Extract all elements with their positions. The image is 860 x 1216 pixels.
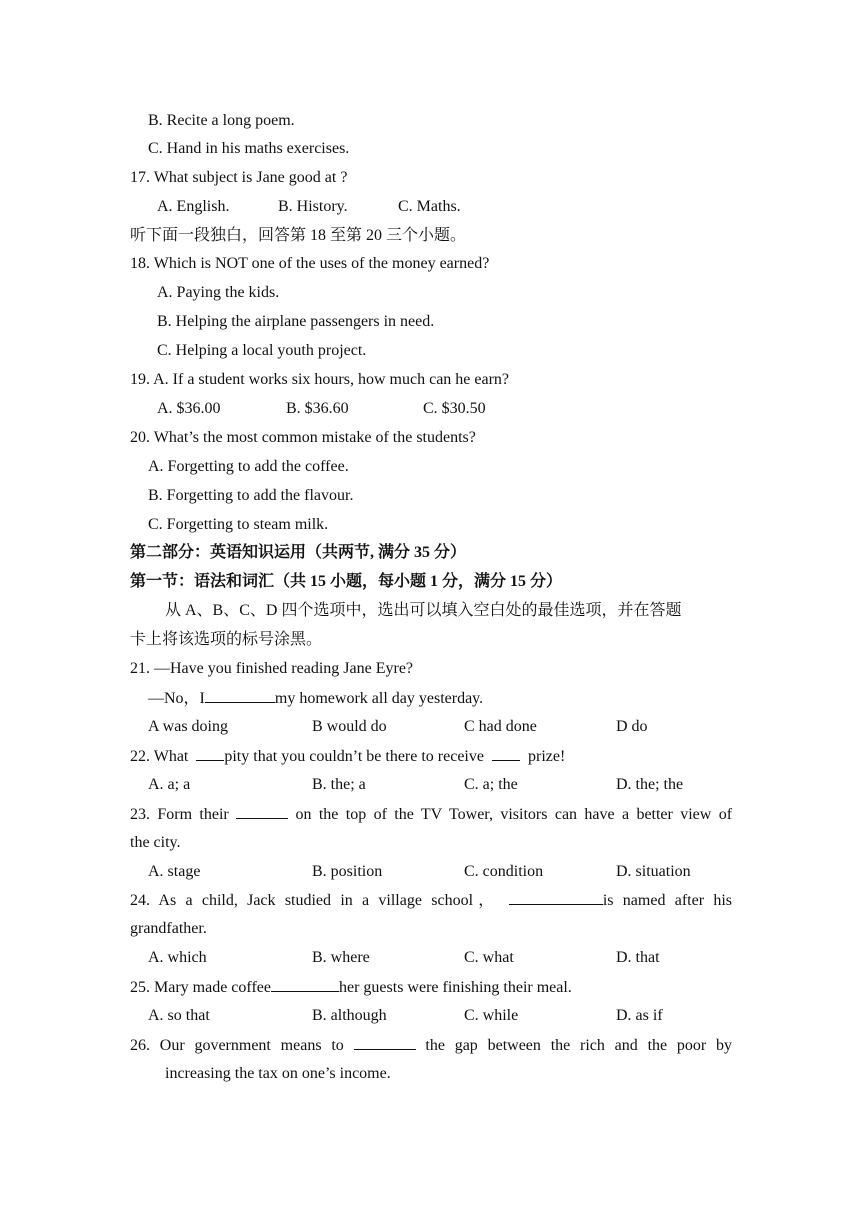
answer-blank: [492, 746, 520, 761]
q21-line2: [148, 688, 483, 709]
q17-option-a: A. English.: [157, 198, 230, 215]
q19-stem: 19. A. If a student works six hours, how much can he earn?: [130, 371, 510, 388]
q23-pre: 23. Form their: [130, 806, 229, 823]
answer-blank: [205, 688, 275, 703]
q23-line2: the city.: [130, 834, 181, 851]
listening-instruction: 听下面一段独白，回答第 18 至第 20 三个小题。: [130, 227, 467, 244]
q20-option-a: A. Forgetting to add the coffee.: [148, 458, 349, 475]
q22-pre: 22. What: [130, 748, 189, 765]
answer-blank: [196, 746, 224, 761]
q24-post: is named after his: [602, 892, 732, 909]
q26-stem: [130, 1035, 732, 1056]
part2-heading: 第二部分：英语知识运用（共两节, 满分 35 分）: [130, 544, 467, 561]
q25-option-c: C. while: [464, 1007, 519, 1024]
q16-option-c: C. Hand in his maths exercises.: [148, 140, 350, 157]
q17-stem: 17. What subject is Jane good at ?: [130, 169, 348, 186]
q17-option-c: C. Maths.: [398, 198, 461, 215]
q21-option-b: B would do: [312, 718, 387, 735]
q22-option-b: B. the; a: [312, 776, 366, 793]
q19-option-c: C. $30.50: [423, 400, 486, 417]
q21-line2-post: my homework all day yesterday.: [274, 690, 484, 707]
q18-option-c: C. Helping a local youth project.: [157, 342, 367, 359]
q21-line2-pre: —No，I: [148, 690, 205, 707]
answer-blank: [354, 1035, 416, 1050]
q25-stem: [130, 977, 572, 998]
q23-option-a: A. stage: [148, 863, 201, 880]
q18-option-a: A. Paying the kids.: [157, 284, 280, 301]
answer-blank: [509, 890, 603, 905]
q25-pre: 25. Mary made coffee: [130, 979, 271, 996]
q22-mid: pity that you couldn’t be there to receive: [224, 748, 484, 765]
q22-option-a: A. a; a: [148, 776, 191, 793]
q24-option-c: C. what: [464, 949, 514, 966]
q25-option-d: D. as if: [616, 1007, 663, 1024]
answer-blank: [271, 977, 339, 992]
q20-option-c: C. Forgetting to steam milk.: [148, 516, 329, 533]
answer-blank: [236, 804, 288, 819]
q17-option-b: B. History.: [278, 198, 348, 215]
q18-stem: 18. Which is NOT one of the uses of the money earned?: [130, 255, 490, 272]
q21-option-a: A was doing: [148, 718, 228, 735]
q22-option-d: D. the; the: [616, 776, 684, 793]
q21-option-c: C had done: [464, 718, 537, 735]
q26-line2: increasing the tax on one’s income.: [165, 1065, 391, 1082]
q22-post: prize!: [527, 748, 566, 765]
q21-stem: 21. —Have you finished reading Jane Eyre?: [130, 660, 414, 677]
q25-option-b: B. although: [312, 1007, 387, 1024]
q16-option-b: B. Recite a long poem.: [148, 112, 295, 129]
q22-option-c: C. a; the: [464, 776, 518, 793]
q21-option-d: D do: [616, 718, 648, 735]
q25-option-a: A. so that: [148, 1007, 210, 1024]
q26-pre: 26. Our government means to: [130, 1037, 344, 1054]
q18-option-b: B. Helping the airplane passengers in need.: [157, 313, 435, 330]
q23-post: on the top of the TV Tower, visitors can have a better view of: [295, 806, 733, 823]
q23-option-c: C. condition: [464, 863, 544, 880]
q22-stem: [130, 746, 565, 767]
q19-option-b: B. $36.60: [286, 400, 349, 417]
section1-instruction-line1: 从 A、B、C、D 四个选项中，选出可以填入空白处的最佳选项，并在答题: [165, 602, 682, 619]
q26-post: the gap between the rich and the poor by: [425, 1037, 733, 1054]
section1-instruction-line2: 卡上将该选项的标号涂黑。: [130, 631, 323, 648]
q20-stem: 20. What’s the most common mistake of the students?: [130, 429, 476, 446]
q23-stem: [130, 804, 732, 825]
q24-option-b: B. where: [312, 949, 370, 966]
q24-line2: grandfather.: [130, 920, 207, 937]
q24-option-d: D. that: [616, 949, 660, 966]
q23-option-d: D. situation: [616, 863, 691, 880]
q23-option-b: B. position: [312, 863, 383, 880]
q19-option-a: A. $36.00: [157, 400, 221, 417]
q24-pre: 24. As a child, Jack studied in a village school，: [130, 892, 500, 909]
q25-post: her guests were finishing their meal.: [338, 979, 572, 996]
section1-heading: 第一节：语法和词汇（共 15 小题，每小题 1 分，满分 15 分）: [130, 573, 563, 590]
q24-stem: [130, 890, 732, 911]
q20-option-b: B. Forgetting to add the flavour.: [148, 487, 354, 504]
q24-option-a: A. which: [148, 949, 207, 966]
